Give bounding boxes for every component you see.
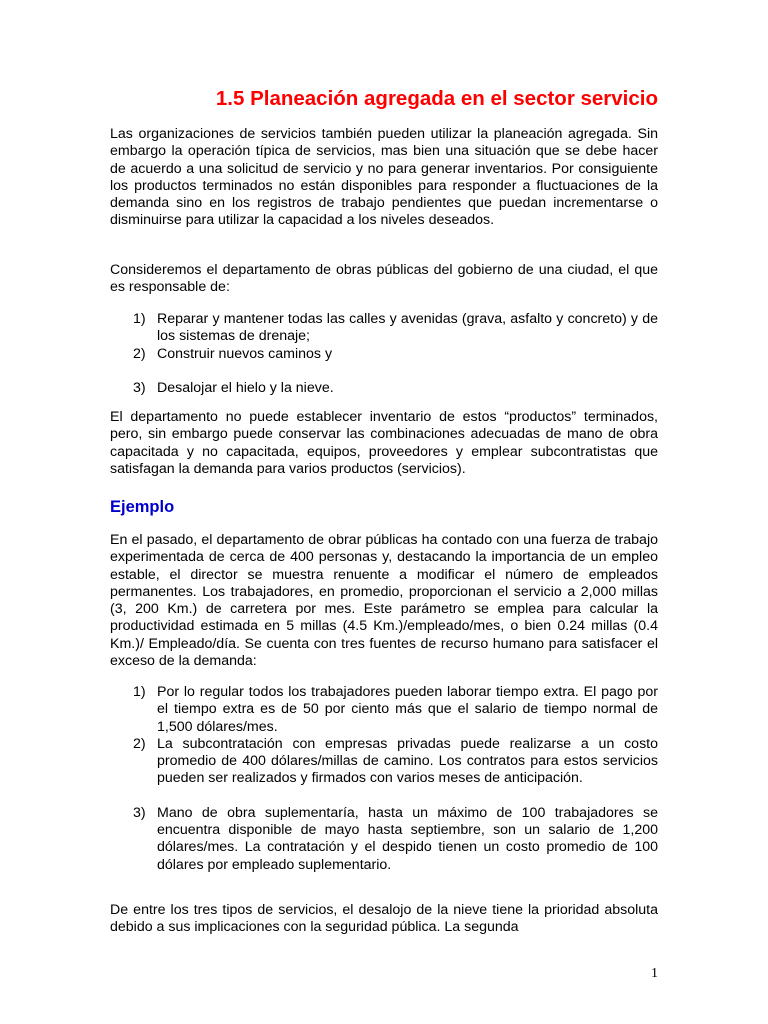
list-item (133, 805, 658, 874)
example-heading: Ejemplo (110, 498, 175, 516)
resources-list (133, 684, 658, 874)
list-item-text: Por lo regular todos los trabajadores pueden laborar tiempo extra. El pago por el tiempo extra es de 50 por ciento más que el salario de tiempo normal de 1,500 dólares/mes. (157, 684, 658, 735)
list-item-text: Desalojar el hielo y la nieve. (157, 379, 334, 396)
responsibilities-list (133, 311, 658, 397)
page-number: 1 (651, 966, 658, 981)
list-item-number: 1) (133, 684, 146, 700)
list-item-number: 2) (133, 345, 146, 362)
example-paragraph: En el pasado, el departamento de obrar públicas ha contado con una fuerza de trabajo experimentada de cerca de 400 personas y, destacando la importancia de un empleo estable, el director se muestra renuente a modificar el número de empleados permanentes. Los trabajadores, en promedio, proporcionan el servicio a 2,000 millas (3, 200 Km.) de carretera por mes. Este parámetro se emplea para calcular la productividad estimada en 5 millas (4.5 Km.)/empleado/mes, o bien 0.24 millas (0.4 Km.)/ Empleado/día. Se cuenta con tres fuentes de recurso humano para satisfacer el exceso de la demanda: (110, 532, 658, 670)
list-item (133, 684, 658, 736)
list-item-number: 3) (133, 804, 146, 821)
list-item (133, 736, 658, 788)
closing-paragraph: De entre los tres tipos de servicios, el desalojo de la nieve tiene la prioridad absoluta debido a sus implicaciones con la seguridad pública. La segunda (110, 902, 658, 936)
list-item (133, 346, 658, 363)
responsibility-paragraph: Consideremos el departamento de obras públicas del gobierno de una ciudad, el que es responsable de: (110, 262, 658, 296)
list-item-text: La subcontratación con empresas privadas puede realizarse a un costo promedio de 400 dólares/millas de camino. Los contratos para estos servicios pueden ser realizados y firmados con varios meses de anticipación. (157, 735, 658, 787)
list-item-number: 1) (133, 311, 146, 327)
list-item-number: 2) (133, 735, 146, 752)
list-item-text: Mano de obra suplementaría, hasta un máximo de 100 trabajadores se encuentra disponible de mayo hasta septiembre, son un salario de 1,200 dólares/mes. La contratación y el despido tienen un costo promedio de 100 dólares por empleado suplementario. (157, 804, 658, 873)
section-title: 1.5 Planeación agregada en el sector servicio (215, 87, 658, 110)
list-item-text: Construir nuevos caminos y (157, 345, 333, 362)
list-item (133, 311, 658, 346)
intro-paragraph: Las organizaciones de servicios también pueden utilizar la planeación agregada. Sin embargo la operación típica de servicios, mas bien una situación que se debe hacer de acuerdo a una solicitud de servicio y no para generar inventarios. Por consiguiente los productos terminados no están disponibles para responder a fluctuaciones de la demanda sino en los registros de trabajo pendientes que puedan incrementarse o disminuirse para utilizar la capacidad a los niveles deseados. (110, 126, 658, 229)
inventory-paragraph: El departamento no puede establecer inventario de estos “productos” terminados, pero, sin embargo puede conservar las combinaciones adecuadas de mano de obra capacitada y no capacitada, equipos, proveedores y emplear subcontratistas que satisfagan la demanda para varios productos (servicios). (110, 409, 658, 477)
list-item-number: 3) (133, 379, 146, 396)
list-item-text: Reparar y mantener todas las calles y avenidas (grava, asfalto y concreto) y de los sistemas de drenaje; (157, 311, 658, 345)
list-item (133, 380, 658, 397)
